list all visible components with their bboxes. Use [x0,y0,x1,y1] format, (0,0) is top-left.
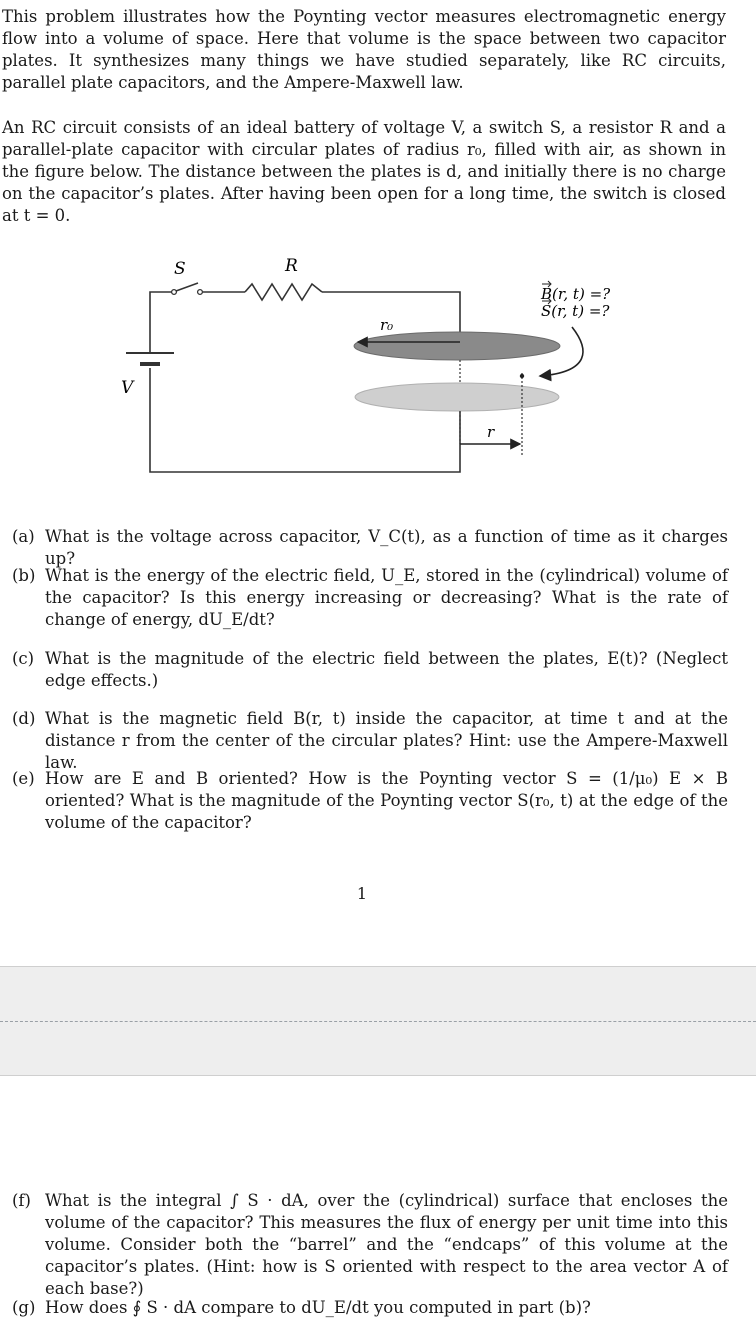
question-label: (d) [12,709,36,728]
question-text: What is the voltage across capacitor, V_C(t), as a function of time as it charges up? [45,527,728,568]
question-text: How does ∮ S · dA compare to dU_E/dt you computed in part (b)? [45,1298,591,1317]
field-labels [540,281,611,320]
question-b [12,565,728,631]
question-label: (b) [12,566,36,585]
question-d [12,708,728,774]
question-text: How are E and B oriented? How is the Poynting vector S = (1/μ₀) E × B oriented? What is the magnitude of the Poynting vector S(r₀, t) at the edge of the volume of the capacitor? [45,769,728,832]
question-c [12,648,728,692]
intro-paragraph-1: This problem illustrates how the Poynting vector measures electromagnetic energy flow into a volume of space. Here that volume is the space between two capacitor plates. It synthesizes many things we have studied separately, like RC circuits, parallel plate capacitors, and the Ampere-Maxwell law. [2,7,726,92]
b-field-label: B(r, t) =? [541,285,611,303]
resistor-symbol [245,284,322,300]
question-label: (a) [12,527,35,546]
question-g [12,1297,728,1319]
resistor-label: R [285,256,298,276]
question-text: What is the magnetic field B(r, t) inside the capacitor, at time t and at the distance r from the center of the circular plates? Hint: use the Ampere-Maxwell law. [45,709,728,772]
page-break-divider [0,1021,756,1022]
question-e [12,768,728,834]
battery-label: V [121,378,134,398]
question-label: (f) [12,1191,31,1210]
radius-label: r₀ [380,316,394,334]
question-label: (c) [12,649,35,668]
question-text: What is the magnitude of the electric field between the plates, E(t)? (Neglect edge effects.) [45,649,728,690]
question-label: (e) [12,769,35,788]
question-f [12,1190,728,1300]
switch-label: S [174,259,186,279]
capacitor-top-plate [354,332,560,360]
s-vector-label: S(r, t) =? [541,302,610,320]
question-text: What is the energy of the electric field, U_E, stored in the (cylindrical) volume of the capacitor? Is this energy increasing or decreasing? What is the rate of change of energy, dU_E/dt? [45,566,728,629]
page-number: 1 [356,884,368,903]
page-break [0,966,756,1076]
switch-symbol [172,283,203,294]
battery-symbol [126,353,174,364]
distance-label: r [487,423,495,441]
question-text: What is the integral ∫ S · dA, over the (cylindrical) surface that encloses the volume of the capacitor? This measures the flux of energy per unit time into this volume. Consider both the “barrel” and the “endcaps” of this volume at the capacitor’s plates. (Hint: how is S oriented with respect to the area vector A of each base?) [45,1191,728,1298]
question-label: (g) [12,1298,36,1317]
capacitor-bottom-plate [355,383,559,411]
circuit-figure [0,240,756,490]
intro-paragraph-2: An RC circuit consists of an ideal battery of voltage V, a switch S, a resistor R and a parallel-plate capacitor with circular plates of radius r₀, filled with air, as shown in the figure below. The distance between the plates is d, and initially there is no charge on the capacitor’s plates. After having been open for a long time, the switch is closed at t = 0. [2,118,726,225]
question-a [12,526,728,570]
circuit-wire [150,292,460,472]
